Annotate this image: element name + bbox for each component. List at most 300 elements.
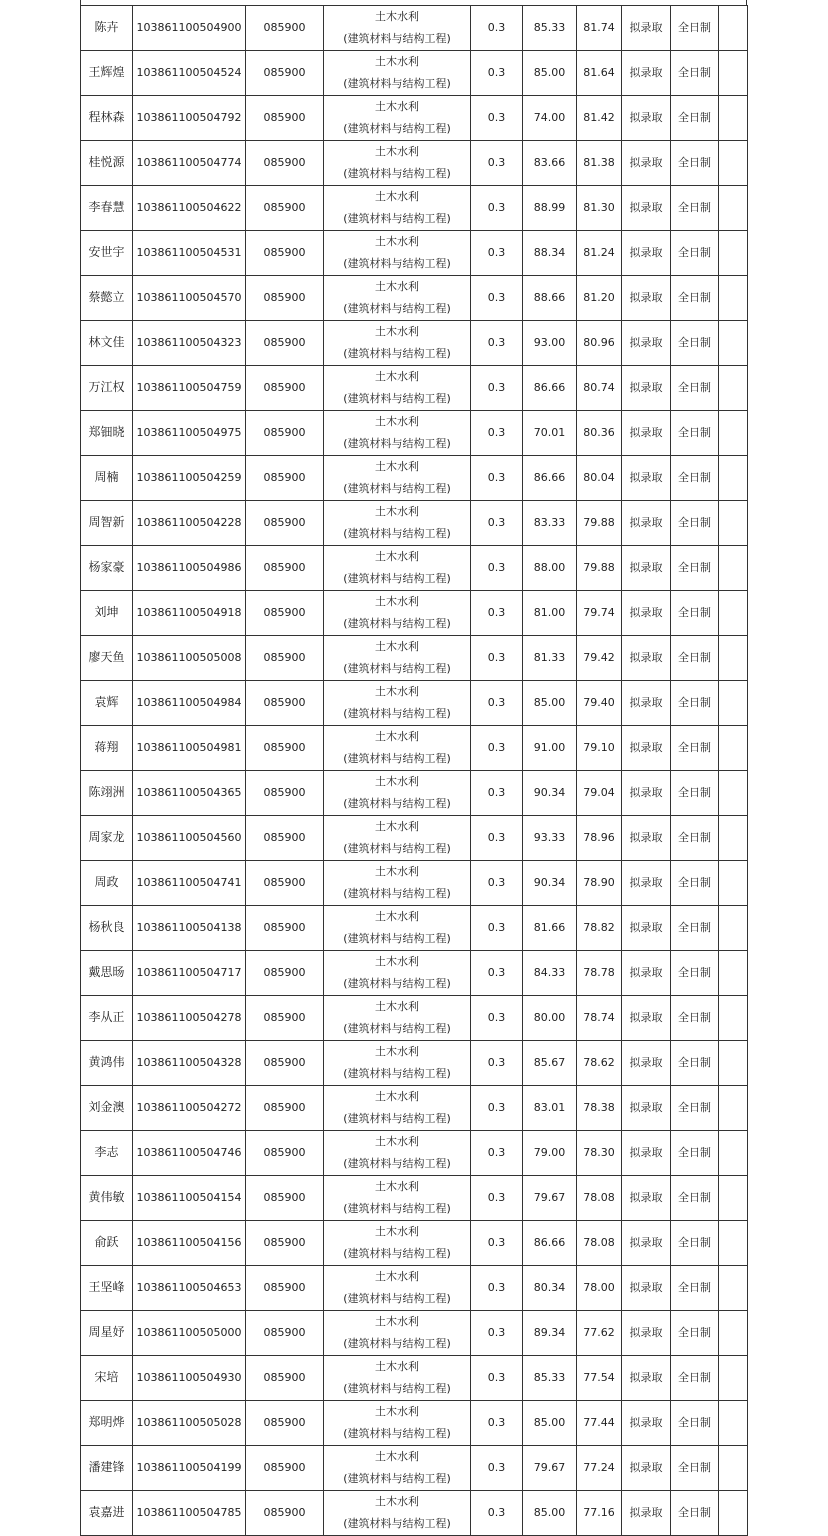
- major-code: 085900: [246, 1401, 324, 1446]
- study-mode: 全日制: [671, 1446, 719, 1491]
- major-code: 085900: [246, 456, 324, 501]
- major-name: [324, 996, 471, 1041]
- table-row: [81, 591, 748, 636]
- major-name: [324, 1266, 471, 1311]
- major-code: 085900: [246, 501, 324, 546]
- remarks: [719, 276, 748, 321]
- weight: 0.3: [471, 951, 523, 996]
- study-mode: 全日制: [671, 1401, 719, 1446]
- admission-status: 拟录取: [622, 276, 671, 321]
- study-mode: 全日制: [671, 861, 719, 906]
- candidate-name: 桂悦源: [81, 141, 133, 186]
- weight: 0.3: [471, 1131, 523, 1176]
- score: 93.00: [523, 321, 577, 366]
- candidate-name: 郑钿晓: [81, 411, 133, 456]
- weight: 0.3: [471, 771, 523, 816]
- total-score: 80.04: [577, 456, 622, 501]
- candidate-name: 程林森: [81, 96, 133, 141]
- remarks: [719, 6, 748, 51]
- major-name: [324, 816, 471, 861]
- major-name-line2: (建筑材料与结构工程): [343, 167, 451, 180]
- candidate-name: 杨家豪: [81, 546, 133, 591]
- table-row: [81, 906, 748, 951]
- total-score: 78.96: [577, 816, 622, 861]
- admission-status: 拟录取: [622, 456, 671, 501]
- score: 81.33: [523, 636, 577, 681]
- major-name-line1: 土木水利: [375, 145, 419, 158]
- candidate-id: 103861100504918: [133, 591, 246, 636]
- admission-status: 拟录取: [622, 1221, 671, 1266]
- table-row: [81, 231, 748, 276]
- remarks: [719, 591, 748, 636]
- candidate-id: 103861100504138: [133, 906, 246, 951]
- major-code: 085900: [246, 141, 324, 186]
- remarks: [719, 231, 748, 276]
- major-name-line2: (建筑材料与结构工程): [343, 257, 451, 270]
- major-name-line2: (建筑材料与结构工程): [343, 1472, 451, 1485]
- total-score: 78.82: [577, 906, 622, 951]
- table-row: [81, 51, 748, 96]
- major-name-line1: 土木水利: [375, 1090, 419, 1103]
- score: 85.33: [523, 6, 577, 51]
- study-mode: 全日制: [671, 996, 719, 1041]
- candidate-name: 蒋翔: [81, 726, 133, 771]
- weight: 0.3: [471, 186, 523, 231]
- major-code: 085900: [246, 996, 324, 1041]
- score: 85.33: [523, 1356, 577, 1401]
- major-name: [324, 1356, 471, 1401]
- study-mode: 全日制: [671, 276, 719, 321]
- major-name-line1: 土木水利: [375, 10, 419, 23]
- score: 79.67: [523, 1176, 577, 1221]
- candidate-name: 黄伟敏: [81, 1176, 133, 1221]
- total-score: 81.38: [577, 141, 622, 186]
- major-name-line1: 土木水利: [375, 910, 419, 923]
- weight: 0.3: [471, 1401, 523, 1446]
- study-mode: 全日制: [671, 906, 719, 951]
- major-name: [324, 1041, 471, 1086]
- major-code: 085900: [246, 951, 324, 996]
- total-score: 79.04: [577, 771, 622, 816]
- major-code: 085900: [246, 906, 324, 951]
- major-name: [324, 276, 471, 321]
- weight: 0.3: [471, 546, 523, 591]
- major-name-line1: 土木水利: [375, 505, 419, 518]
- remarks: [719, 1176, 748, 1221]
- remarks: [719, 1041, 748, 1086]
- major-code: 085900: [246, 186, 324, 231]
- major-name-line1: 土木水利: [375, 190, 419, 203]
- remarks: [719, 1131, 748, 1176]
- total-score: 78.00: [577, 1266, 622, 1311]
- major-name: [324, 141, 471, 186]
- candidate-id: 103861100504228: [133, 501, 246, 546]
- study-mode: 全日制: [671, 1131, 719, 1176]
- major-name: [324, 51, 471, 96]
- major-name: [324, 1086, 471, 1131]
- score: 93.33: [523, 816, 577, 861]
- candidate-name: 刘坤: [81, 591, 133, 636]
- score: 88.99: [523, 186, 577, 231]
- major-name-line1: 土木水利: [375, 640, 419, 653]
- major-name-line1: 土木水利: [375, 1405, 419, 1418]
- candidate-name: 李从正: [81, 996, 133, 1041]
- table-row: [81, 996, 748, 1041]
- major-name: [324, 1446, 471, 1491]
- table-row: [81, 546, 748, 591]
- major-code: 085900: [246, 1356, 324, 1401]
- candidate-id: 103861100504900: [133, 6, 246, 51]
- total-score: 78.30: [577, 1131, 622, 1176]
- table-row: [81, 186, 748, 231]
- score: 88.34: [523, 231, 577, 276]
- score: 85.67: [523, 1041, 577, 1086]
- major-code: 085900: [246, 726, 324, 771]
- study-mode: 全日制: [671, 1176, 719, 1221]
- study-mode: 全日制: [671, 456, 719, 501]
- total-score: 81.74: [577, 6, 622, 51]
- score: 81.66: [523, 906, 577, 951]
- score: 70.01: [523, 411, 577, 456]
- major-code: 085900: [246, 1176, 324, 1221]
- table-row: [81, 816, 748, 861]
- major-name-line1: 土木水利: [375, 865, 419, 878]
- major-name-line2: (建筑材料与结构工程): [343, 77, 451, 90]
- total-score: 79.40: [577, 681, 622, 726]
- major-name-line2: (建筑材料与结构工程): [343, 797, 451, 810]
- score: 81.00: [523, 591, 577, 636]
- study-mode: 全日制: [671, 681, 719, 726]
- total-score: 78.08: [577, 1176, 622, 1221]
- major-name-line1: 土木水利: [375, 820, 419, 833]
- candidate-id: 103861100504774: [133, 141, 246, 186]
- remarks: [719, 771, 748, 816]
- table-row: [81, 861, 748, 906]
- major-code: 085900: [246, 6, 324, 51]
- candidate-name: 王辉煌: [81, 51, 133, 96]
- major-name-line2: (建筑材料与结构工程): [343, 1337, 451, 1350]
- admission-status: 拟录取: [622, 411, 671, 456]
- score: 80.00: [523, 996, 577, 1041]
- candidate-name: 周星妤: [81, 1311, 133, 1356]
- remarks: [719, 681, 748, 726]
- study-mode: 全日制: [671, 1041, 719, 1086]
- admission-status: 拟录取: [622, 1311, 671, 1356]
- major-code: 085900: [246, 1311, 324, 1356]
- major-code: 085900: [246, 276, 324, 321]
- major-code: 085900: [246, 1446, 324, 1491]
- score: 85.00: [523, 1401, 577, 1446]
- score: 83.66: [523, 141, 577, 186]
- candidate-name: 杨秋良: [81, 906, 133, 951]
- study-mode: 全日制: [671, 771, 719, 816]
- candidate-name: 戴思旸: [81, 951, 133, 996]
- candidate-name: 周家龙: [81, 816, 133, 861]
- table-row: [81, 96, 748, 141]
- score: 89.34: [523, 1311, 577, 1356]
- admission-status: 拟录取: [622, 186, 671, 231]
- weight: 0.3: [471, 906, 523, 951]
- score: 80.34: [523, 1266, 577, 1311]
- major-code: 085900: [246, 1131, 324, 1176]
- total-score: 81.30: [577, 186, 622, 231]
- remarks: [719, 456, 748, 501]
- major-name-line1: 土木水利: [375, 775, 419, 788]
- major-code: 085900: [246, 321, 324, 366]
- remarks: [719, 906, 748, 951]
- major-name-line1: 土木水利: [375, 730, 419, 743]
- weight: 0.3: [471, 141, 523, 186]
- remarks: [719, 411, 748, 456]
- study-mode: 全日制: [671, 726, 719, 771]
- study-mode: 全日制: [671, 6, 719, 51]
- candidate-id: 103861100504531: [133, 231, 246, 276]
- remarks: [719, 1491, 748, 1536]
- study-mode: 全日制: [671, 1221, 719, 1266]
- table-row: [81, 681, 748, 726]
- major-name-line1: 土木水利: [375, 1270, 419, 1283]
- remarks: [719, 96, 748, 141]
- score: 88.00: [523, 546, 577, 591]
- major-name: [324, 411, 471, 456]
- candidate-id: 103861100504272: [133, 1086, 246, 1131]
- major-name-line1: 土木水利: [375, 1000, 419, 1013]
- table-row: [81, 636, 748, 681]
- table-row: [81, 411, 748, 456]
- candidate-id: 103861100504717: [133, 951, 246, 996]
- remarks: [719, 1401, 748, 1446]
- major-name-line1: 土木水利: [375, 55, 419, 68]
- remarks: [719, 1446, 748, 1491]
- major-name: [324, 771, 471, 816]
- remarks: [719, 186, 748, 231]
- remarks: [719, 1086, 748, 1131]
- major-name-line2: (建筑材料与结构工程): [343, 1382, 451, 1395]
- weight: 0.3: [471, 51, 523, 96]
- table-row: [81, 1086, 748, 1131]
- study-mode: 全日制: [671, 591, 719, 636]
- remarks: [719, 546, 748, 591]
- major-name-line1: 土木水利: [375, 280, 419, 293]
- remarks: [719, 1356, 748, 1401]
- table-row: [81, 1446, 748, 1491]
- total-score: 81.20: [577, 276, 622, 321]
- candidate-name: 廖天鱼: [81, 636, 133, 681]
- study-mode: 全日制: [671, 186, 719, 231]
- table-row: [81, 1131, 748, 1176]
- study-mode: 全日制: [671, 636, 719, 681]
- admission-status: 拟录取: [622, 591, 671, 636]
- major-name-line2: (建筑材料与结构工程): [343, 977, 451, 990]
- table-row: [81, 456, 748, 501]
- score: 86.66: [523, 456, 577, 501]
- major-name-line1: 土木水利: [375, 1495, 419, 1508]
- total-score: 79.74: [577, 591, 622, 636]
- major-name-line2: (建筑材料与结构工程): [343, 1112, 451, 1125]
- candidate-id: 103861100504560: [133, 816, 246, 861]
- total-score: 80.36: [577, 411, 622, 456]
- major-name-line2: (建筑材料与结构工程): [343, 617, 451, 630]
- table-row: [81, 141, 748, 186]
- major-name-line1: 土木水利: [375, 1225, 419, 1238]
- major-name: [324, 1176, 471, 1221]
- major-name-line1: 土木水利: [375, 550, 419, 563]
- study-mode: 全日制: [671, 321, 719, 366]
- candidate-name: 袁嘉进: [81, 1491, 133, 1536]
- weight: 0.3: [471, 726, 523, 771]
- admission-table: [80, 5, 748, 1536]
- candidate-id: 103861100504524: [133, 51, 246, 96]
- candidate-name: 陈卉: [81, 6, 133, 51]
- total-score: 78.38: [577, 1086, 622, 1131]
- table-row: [81, 771, 748, 816]
- study-mode: 全日制: [671, 816, 719, 861]
- candidate-name: 万江权: [81, 366, 133, 411]
- admission-status: 拟录取: [622, 1086, 671, 1131]
- table-row: [81, 1041, 748, 1086]
- score: 85.00: [523, 1491, 577, 1536]
- remarks: [719, 366, 748, 411]
- major-name: [324, 1131, 471, 1176]
- study-mode: 全日制: [671, 366, 719, 411]
- candidate-name: 周政: [81, 861, 133, 906]
- candidate-id: 103861100504622: [133, 186, 246, 231]
- total-score: 80.96: [577, 321, 622, 366]
- total-score: 77.44: [577, 1401, 622, 1446]
- score: 83.01: [523, 1086, 577, 1131]
- admission-status: 拟录取: [622, 366, 671, 411]
- weight: 0.3: [471, 681, 523, 726]
- candidate-id: 103861100504278: [133, 996, 246, 1041]
- study-mode: 全日制: [671, 96, 719, 141]
- table-row: [81, 1356, 748, 1401]
- score: 91.00: [523, 726, 577, 771]
- admission-status: 拟录取: [622, 6, 671, 51]
- total-score: 77.24: [577, 1446, 622, 1491]
- remarks: [719, 1221, 748, 1266]
- admission-status: 拟录取: [622, 1131, 671, 1176]
- remarks: [719, 321, 748, 366]
- major-code: 085900: [246, 366, 324, 411]
- admission-status: 拟录取: [622, 681, 671, 726]
- score: 79.67: [523, 1446, 577, 1491]
- admission-status: 拟录取: [622, 96, 671, 141]
- candidate-id: 103861100504156: [133, 1221, 246, 1266]
- major-code: 085900: [246, 1266, 324, 1311]
- total-score: 81.64: [577, 51, 622, 96]
- table-row: [81, 6, 748, 51]
- candidate-name: 周楠: [81, 456, 133, 501]
- major-code: 085900: [246, 771, 324, 816]
- major-name-line2: (建筑材料与结构工程): [343, 1517, 451, 1530]
- candidate-name: 黄鸿伟: [81, 1041, 133, 1086]
- major-name-line2: (建筑材料与结构工程): [343, 1202, 451, 1215]
- major-name-line2: (建筑材料与结构工程): [343, 122, 451, 135]
- remarks: [719, 501, 748, 546]
- candidate-id: 103861100504975: [133, 411, 246, 456]
- weight: 0.3: [471, 996, 523, 1041]
- score: 74.00: [523, 96, 577, 141]
- major-name-line1: 土木水利: [375, 100, 419, 113]
- admission-status: 拟录取: [622, 141, 671, 186]
- major-code: 085900: [246, 681, 324, 726]
- major-name: [324, 591, 471, 636]
- major-name-line2: (建筑材料与结构工程): [343, 527, 451, 540]
- weight: 0.3: [471, 1266, 523, 1311]
- table-row: [81, 501, 748, 546]
- admission-status: 拟录取: [622, 1041, 671, 1086]
- major-name-line1: 土木水利: [375, 1450, 419, 1463]
- admission-status: 拟录取: [622, 231, 671, 276]
- table-row: [81, 726, 748, 771]
- remarks: [719, 636, 748, 681]
- weight: 0.3: [471, 1491, 523, 1536]
- major-code: 085900: [246, 816, 324, 861]
- candidate-id: 103861100505008: [133, 636, 246, 681]
- table-row: [81, 1491, 748, 1536]
- score: 85.00: [523, 51, 577, 96]
- candidate-id: 103861100504981: [133, 726, 246, 771]
- major-name-line2: (建筑材料与结构工程): [343, 662, 451, 675]
- candidate-id: 103861100504199: [133, 1446, 246, 1491]
- major-name-line2: (建筑材料与结构工程): [343, 932, 451, 945]
- major-name-line2: (建筑材料与结构工程): [343, 1022, 451, 1035]
- candidate-name: 王坚峰: [81, 1266, 133, 1311]
- major-name-line2: (建筑材料与结构工程): [343, 1247, 451, 1260]
- remarks: [719, 1266, 748, 1311]
- admission-status: 拟录取: [622, 1176, 671, 1221]
- candidate-id: 103861100504746: [133, 1131, 246, 1176]
- candidate-id: 103861100504984: [133, 681, 246, 726]
- table-row: [81, 951, 748, 996]
- remarks: [719, 951, 748, 996]
- table-row: [81, 1221, 748, 1266]
- weight: 0.3: [471, 321, 523, 366]
- weight: 0.3: [471, 1086, 523, 1131]
- major-name-line2: (建筑材料与结构工程): [343, 32, 451, 45]
- study-mode: 全日制: [671, 951, 719, 996]
- weight: 0.3: [471, 636, 523, 681]
- weight: 0.3: [471, 96, 523, 141]
- score: 84.33: [523, 951, 577, 996]
- total-score: 81.42: [577, 96, 622, 141]
- major-code: 085900: [246, 1086, 324, 1131]
- major-name-line1: 土木水利: [375, 1045, 419, 1058]
- major-name-line2: (建筑材料与结构工程): [343, 1427, 451, 1440]
- weight: 0.3: [471, 366, 523, 411]
- major-name-line2: (建筑材料与结构工程): [343, 482, 451, 495]
- candidate-name: 陈翊洲: [81, 771, 133, 816]
- study-mode: 全日制: [671, 231, 719, 276]
- candidate-id: 103861100504259: [133, 456, 246, 501]
- candidate-name: 宋培: [81, 1356, 133, 1401]
- weight: 0.3: [471, 411, 523, 456]
- major-code: 085900: [246, 591, 324, 636]
- major-code: 085900: [246, 51, 324, 96]
- admission-status: 拟录取: [622, 861, 671, 906]
- major-name: [324, 861, 471, 906]
- major-name-line2: (建筑材料与结构工程): [343, 1292, 451, 1305]
- admission-status: 拟录取: [622, 1491, 671, 1536]
- score: 90.34: [523, 771, 577, 816]
- score: 88.66: [523, 276, 577, 321]
- major-code: 085900: [246, 96, 324, 141]
- candidate-id: 103861100504741: [133, 861, 246, 906]
- major-name-line2: (建筑材料与结构工程): [343, 212, 451, 225]
- major-name-line1: 土木水利: [375, 685, 419, 698]
- major-name-line2: (建筑材料与结构工程): [343, 302, 451, 315]
- major-name-line1: 土木水利: [375, 595, 419, 608]
